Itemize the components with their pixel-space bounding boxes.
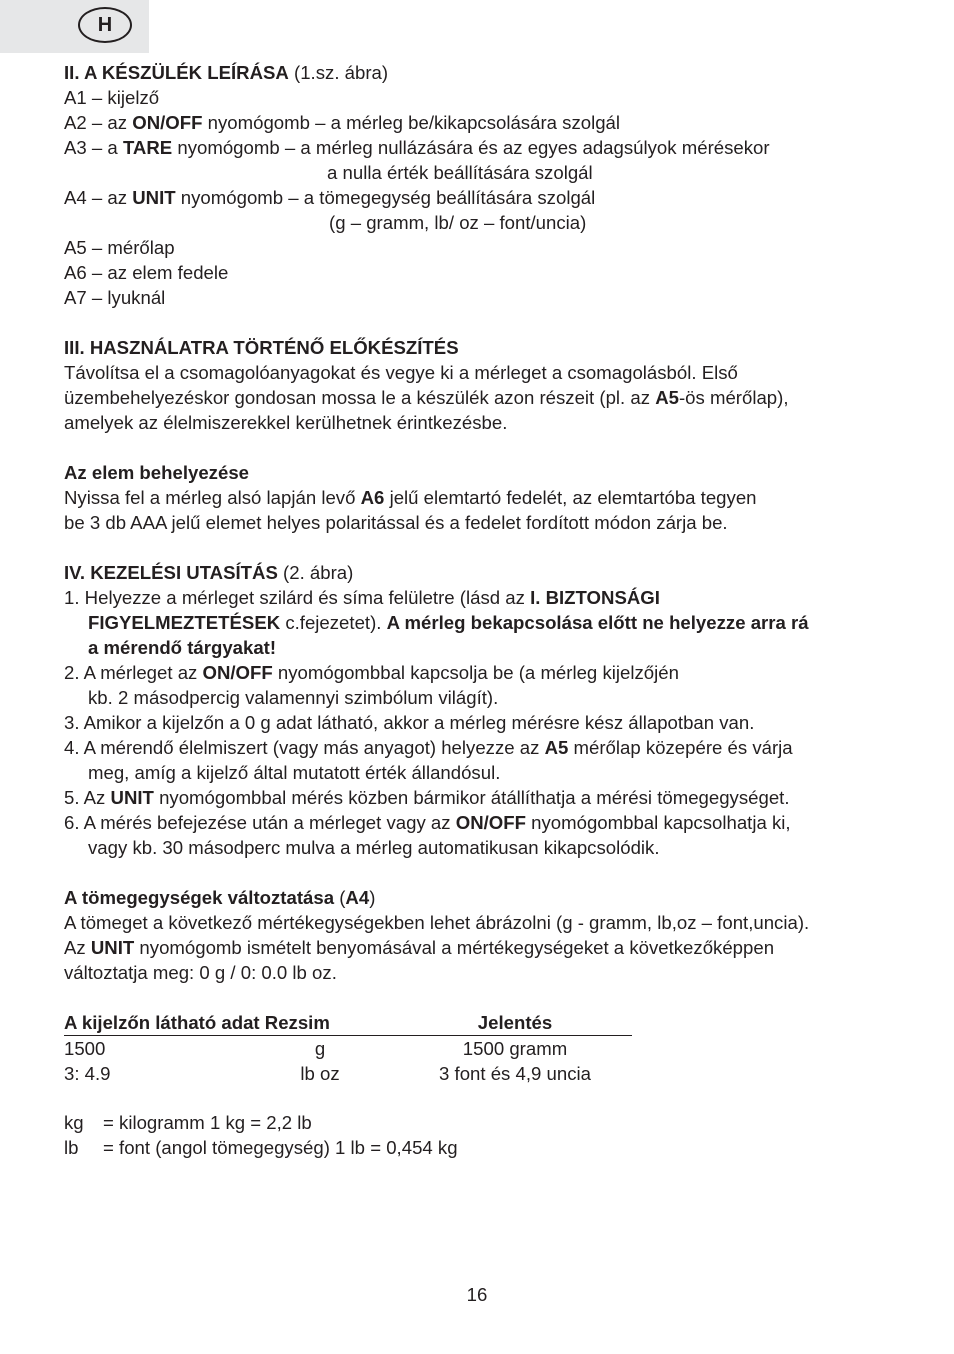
table-cell-unit: g [314, 1038, 326, 1059]
step-3: 3. Amikor a kijelzőn a 0 g adat látható, akkor a mérleg mérésre kész állapotban van. [64, 712, 755, 733]
display-table [64, 1010, 632, 1086]
units-line-3: változtatja meg: 0 g / 0: 0.0 lb oz. [64, 962, 337, 983]
s3-line-1: Távolítsa el a csomagolóanyagokat és vegye ki a mérleget a csomagolásból. Első [64, 362, 738, 383]
step-6: 6. A mérés befejezése után a mérleget vagy az ON/OFF nyomógombbal kapcsolhatja ki, [64, 812, 791, 833]
s3-line-2: üzembehelyezéskor gondosan mossa le a készülék azon részeit (pl. az A5-ös mérőlap), [64, 387, 789, 408]
section-2-title: II. A KÉSZÜLÉK LEÍRÁSA (1.sz. ábra) [64, 62, 389, 83]
item-a3-cont: a nulla érték beállítására szolgál [327, 162, 593, 183]
item-a4-cont: (g – gramm, lb/ oz – font/uncia) [329, 212, 587, 233]
step-2-cont: kb. 2 másodpercig valamennyi szimbólum világít). [88, 687, 499, 708]
table-cell-meaning: 3 font és 4,9 uncia [439, 1063, 591, 1084]
table-cell-value: 1500 [64, 1038, 106, 1059]
table-header [64, 1010, 632, 1036]
item-a3: A3 – a TARE nyomógomb – a mérleg nullázására és az egyes adagsúlyok mérésekor [64, 137, 770, 158]
battery-title: Az elem behelyezése [64, 462, 250, 483]
step-6-cont: vagy kb. 30 másodperc mulva a mérleg automatikusan kikapcsolódik. [88, 837, 660, 858]
step-2: 2. A mérleget az ON/OFF nyomógombbal kapcsolja be (a mérleg kijelzőjén [64, 662, 679, 683]
step-5: 5. Az UNIT nyomógombbal mérés közben bármikor átállíthatja a mérési tömegegységet. [64, 787, 790, 808]
section-4-title: IV. KEZELÉSI UTASÍTÁS (2. ábra) [64, 562, 354, 583]
item-a2: A2 – az ON/OFF nyomógomb – a mérleg be/kikapcsolására szolgál [64, 112, 621, 133]
section-3-title: III. HASZNÁLATRA TÖRTÉNŐ ELŐKÉSZÍTÉS [64, 337, 459, 358]
units-line-1: A tömeget a következő mértékegységekben lehet ábrázolni (g - gramm, lb,oz – font,uncia). [64, 912, 810, 933]
definition-kg: kg = kilogramm 1 kg = 2,2 lb [64, 1112, 312, 1133]
step-4: 4. A mérendő élelmiszert (vagy más anyagot) helyezze az A5 mérőlap közepére és várja [64, 737, 793, 758]
table-cell-meaning: 1500 gramm [462, 1038, 568, 1059]
step-1-cont-1: FIGYELMEZTETÉSEK c.fejezetet). A mérleg bekapcsolása előtt ne helyezze arra rá [88, 612, 809, 633]
language-tab [0, 0, 149, 53]
table-header-meaning: Jelentés [477, 1012, 553, 1033]
battery-line-2: be 3 db AAA jelű elemet helyes polaritással és a fedelet fordított módon zárja be. [64, 512, 728, 533]
page-number: 16 [466, 1284, 488, 1305]
units-title: A tömegegységek változtatása (A4) [64, 887, 376, 908]
language-badge: H [78, 7, 132, 43]
units-line-2: Az UNIT nyomógomb ismételt benyomásával a mértékegységeket a következőképpen [64, 937, 775, 958]
s3-line-3: amelyek az élelmiszerekkel kerülhetnek érintkezésbe. [64, 412, 508, 433]
definition-lb: lb = font (angol tömegegység) 1 lb = 0,454 kg [64, 1137, 458, 1158]
step-1: 1. Helyezze a mérleget szilárd és síma felületre (lásd az I. BIZTONSÁGI [64, 587, 660, 608]
table-header-display: A kijelzőn látható adat Rezsim [64, 1012, 330, 1033]
step-4-cont: meg, amíg a kijelző által mutatott érték állandósul. [88, 762, 501, 783]
item-a5: A5 – mérőlap [64, 237, 175, 258]
battery-line-1: Nyissa fel a mérleg alsó lapján levő A6 jelű elemtartó fedelét, az elemtartóba tegyen [64, 487, 757, 508]
table-row [64, 1036, 632, 1061]
table-row [64, 1061, 632, 1086]
item-a6: A6 – az elem fedele [64, 262, 229, 283]
table-cell-value: 3: 4.9 [64, 1063, 111, 1084]
table-cell-unit: lb oz [300, 1063, 340, 1084]
step-1-cont-2: a mérendő tárgyakat! [88, 637, 277, 658]
item-a4: A4 – az UNIT nyomógomb – a tömegegység beállítására szolgál [64, 187, 596, 208]
item-a7: A7 – lyuknál [64, 287, 166, 308]
item-a1: A1 – kijelző [64, 87, 160, 108]
